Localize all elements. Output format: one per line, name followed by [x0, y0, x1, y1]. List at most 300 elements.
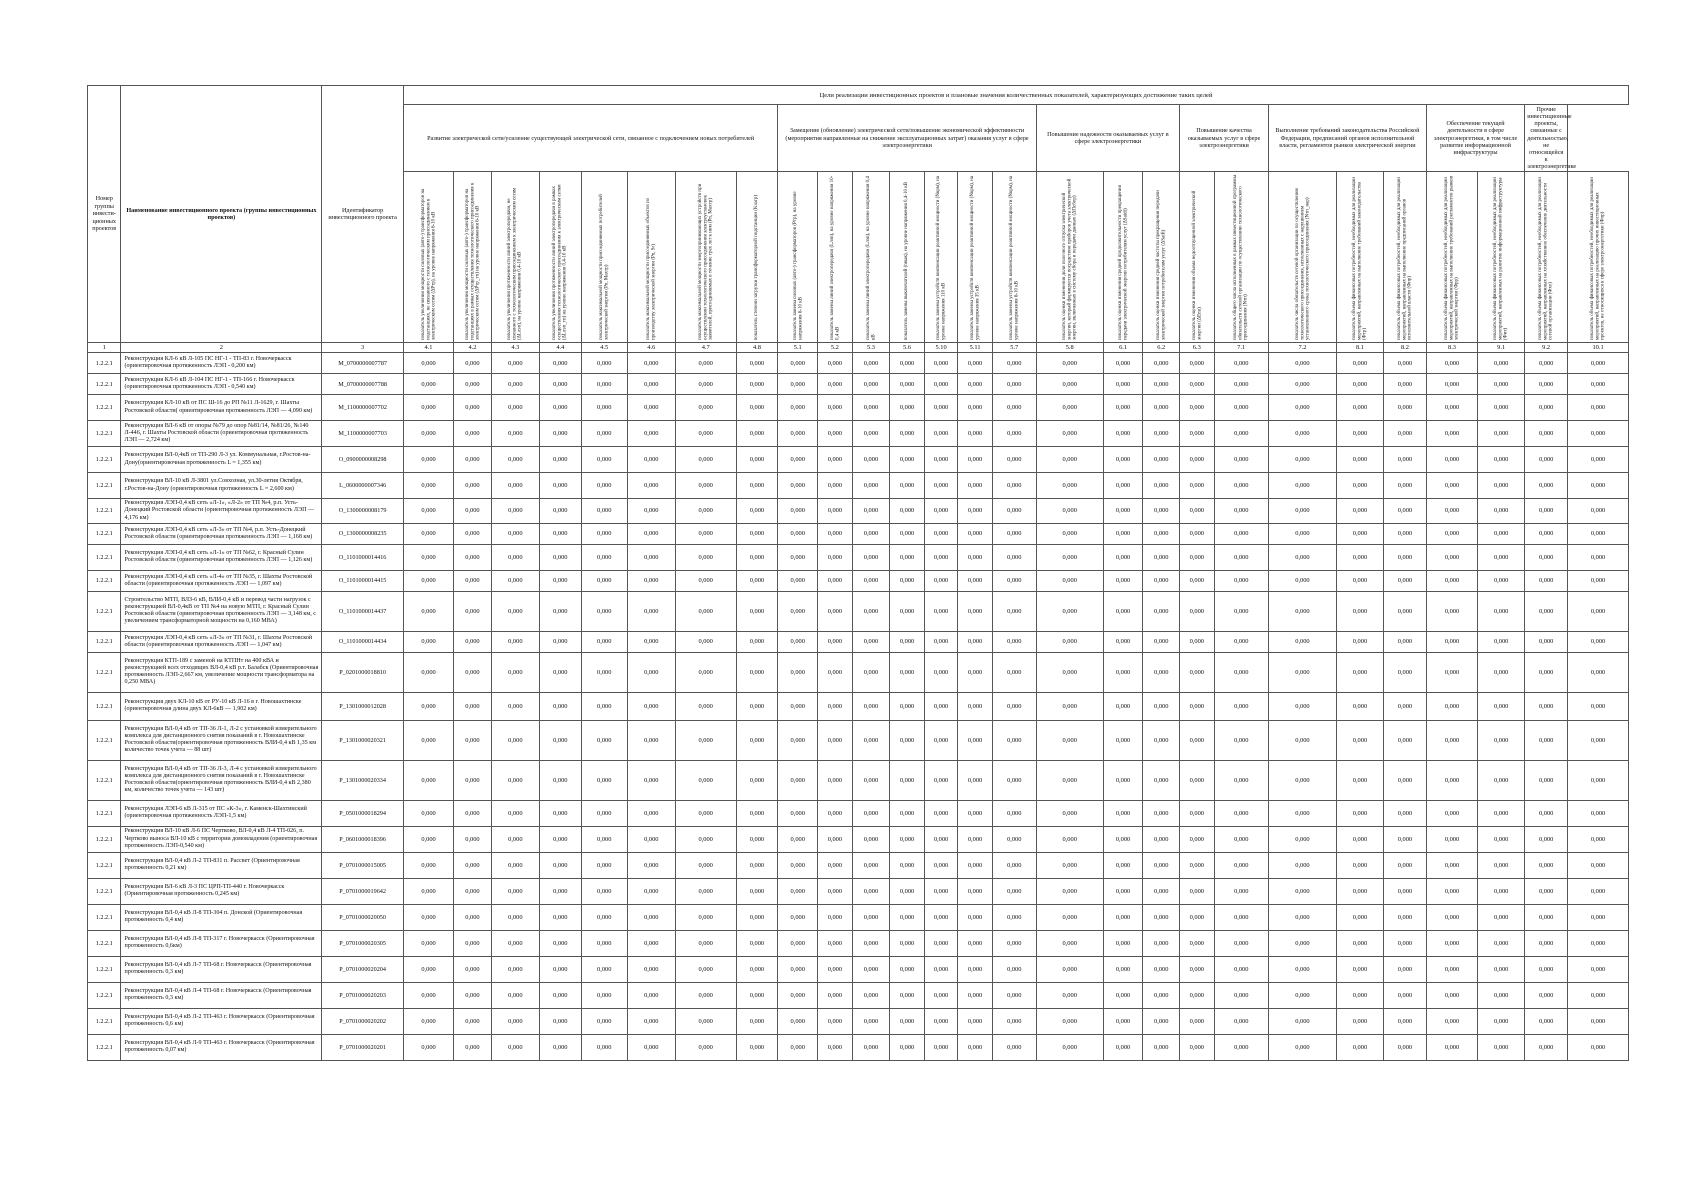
indicator-value-cell: 0,000 [924, 447, 957, 473]
indicator-value-cell: 0,000 [890, 878, 925, 904]
indicator-column-label: показатель увеличения протяженности линий электропередачи в рамках осуществления технологического присоединения к электрическим сетям (ΔLлэп_тп) на уровне напряжения 0,4-10 кВ [552, 184, 568, 341]
indicator-value-cell: 0,000 [1180, 544, 1215, 570]
indicator-value-cell: 0,000 [454, 631, 492, 652]
indicator-value-cell: 0,000 [736, 982, 778, 1008]
indicator-value-cell: 0,000 [924, 692, 957, 720]
indicator-value-cell: 0,000 [1268, 878, 1336, 904]
indicator-value-cell: 0,000 [1143, 421, 1180, 447]
indicator-value-cell: 0,000 [1384, 652, 1427, 692]
indicator-value-cell: 0,000 [1268, 353, 1336, 374]
indicator-value-cell: 0,000 [491, 878, 539, 904]
indicator-value-cell: 0,000 [852, 421, 890, 447]
indicator-value-cell: 0,000 [581, 652, 627, 692]
indicator-value-cell: 0,000 [581, 982, 627, 1008]
indicator-value-cell: 0,000 [1036, 956, 1103, 982]
indicator-value-cell: 0,000 [1143, 720, 1180, 760]
indicator-value-cell: 0,000 [1426, 523, 1477, 544]
indicator-value-cell: 0,000 [736, 591, 778, 631]
indicator-value-cell: 0,000 [581, 499, 627, 524]
indicator-value-cell: 0,000 [1568, 826, 1629, 852]
indicator-value-cell: 0,000 [1384, 499, 1427, 524]
column-number-cell: 6.3 [1180, 343, 1215, 353]
indicator-value-cell: 0,000 [1143, 800, 1180, 826]
indicator-value-cell: 0,000 [675, 982, 736, 1008]
indicator-value-cell: 0,000 [454, 1008, 492, 1034]
indicator-value-cell: 0,000 [1426, 421, 1477, 447]
indicator-value-cell: 0,000 [1336, 1034, 1383, 1060]
indicator-value-cell: 0,000 [1568, 395, 1629, 421]
indicator-value-cell: 0,000 [992, 473, 1036, 499]
indicator-column-label: показатель оценки изменения доли полезного отпуска электрической энергии, который формируется посредством приборов учета электрической энергии, включенных в систему сбора и передачи данных (ΔПсбор) [1061, 178, 1078, 341]
group-number-cell: 1.2.2.1 [88, 544, 121, 570]
indicator-value-cell: 0,000 [1214, 720, 1268, 760]
indicator-value-cell: 0,000 [1268, 982, 1336, 1008]
indicator-value-cell: 0,000 [778, 447, 818, 473]
indicator-value-cell: 0,000 [958, 374, 993, 395]
indicator-value-cell: 0,000 [736, 878, 778, 904]
indicator-column-label: показатель объема финансовых потребностей, необходимых для реализации мероприятий, направленных на выполнение требований регламентов рынков электрической энергии (Фрр) [1444, 175, 1460, 341]
indicator-value-cell: 0,000 [1525, 631, 1568, 652]
indicator-column-label: показатель общего числа исполненных в рамках инвестиционной программы обязательств сетевой организации по осуществлению технологического присоединения (Nтп) [1233, 175, 1249, 341]
indicator-value-cell: 0,000 [852, 473, 890, 499]
indicator-value-cell: 0,000 [890, 1008, 925, 1034]
indicator-column-header [1478, 172, 1525, 343]
column-number-cell: 10.1 [1568, 343, 1629, 353]
project-id-cell: P_1301000020321 [322, 720, 404, 760]
indicator-value-cell: 0,000 [958, 591, 993, 631]
indicator-value-cell: 0,000 [675, 499, 736, 524]
indicator-value-cell: 0,000 [539, 570, 581, 591]
indicator-value-cell: 0,000 [1180, 692, 1215, 720]
indicator-value-cell: 0,000 [992, 374, 1036, 395]
group-number-cell: 1.2.2.1 [88, 826, 121, 852]
indicator-value-cell: 0,000 [958, 544, 993, 570]
indicator-value-cell: 0,000 [581, 1034, 627, 1060]
indicator-value-cell: 0,000 [1478, 591, 1525, 631]
table-row [88, 421, 1629, 447]
indicator-value-cell: 0,000 [1336, 878, 1383, 904]
column-number-cell: 4.7 [675, 343, 736, 353]
indicator-value-cell: 0,000 [675, 473, 736, 499]
column-number-cell: 6.2 [1143, 343, 1180, 353]
indicator-value-cell: 0,000 [1426, 1008, 1477, 1034]
indicator-value-cell: 0,000 [778, 499, 818, 524]
indicator-value-cell: 0,000 [454, 447, 492, 473]
indicator-column-header [736, 172, 778, 343]
indicator-value-cell: 0,000 [1426, 447, 1477, 473]
indicator-value-cell: 0,000 [1478, 760, 1525, 800]
table-row [88, 1034, 1629, 1060]
indicator-value-cell: 0,000 [1525, 1008, 1568, 1034]
indicator-value-cell: 0,000 [1268, 395, 1336, 421]
indicator-column-label: показатель объема финансовых потребностей, необходимых для реализации мероприятий, направленных на хозяйственное обеспечение деятельности сетевой организации (Фхо) [1538, 177, 1554, 341]
indicator-column-label: показатель объема финансовых потребностей, необходимых для реализации мероприятий, направленных на выполнение предписаний органов исполнительной власти (Фпр) [1397, 177, 1413, 341]
indicator-value-cell: 0,000 [778, 760, 818, 800]
indicator-value-cell: 0,000 [675, 852, 736, 878]
indicator-value-cell: 0,000 [1103, 1008, 1143, 1034]
project-name-cell: Реконструкция ЛЭП-0,4 кВ сеть «Л-3» от ТП №31, г. Шахты Ростовской области (ориентировочная протяженность ЛЭП — 1,047 км) [121, 631, 322, 652]
indicator-value-cell: 0,000 [818, 878, 853, 904]
indicator-value-cell: 0,000 [1214, 760, 1268, 800]
indicator-column-label: показатель оценки изменения средней частоты прекращения передачи электрической энергии потребителям услуг (ΔSaifi) [1155, 190, 1167, 341]
indicator-value-cell: 0,000 [1525, 1034, 1568, 1060]
indicator-value-cell: 0,000 [454, 395, 492, 421]
col-project-id-header: Идентификатор инвестиционного проекта [322, 86, 404, 343]
indicator-column-header [1180, 172, 1215, 343]
indicator-value-cell: 0,000 [852, 499, 890, 524]
table-row [88, 956, 1629, 982]
indicator-value-cell: 0,000 [736, 374, 778, 395]
column-number-cell: 5.7 [992, 343, 1036, 353]
indicator-value-cell: 0,000 [1525, 720, 1568, 760]
indicator-value-cell: 0,000 [778, 395, 818, 421]
indicator-value-cell: 0,000 [539, 591, 581, 631]
project-id-cell: O_1101000014434 [322, 631, 404, 652]
project-name-cell: Реконструкция ВЛ-0,4 кВ Л-8 ТП-304 п. Донской (Ориентировочная протяженность 0,4 км) [121, 904, 322, 930]
indicator-value-cell: 0,000 [1143, 904, 1180, 930]
indicator-value-cell: 0,000 [1568, 878, 1629, 904]
project-id-cell: P_1301000012028 [322, 692, 404, 720]
investment-targets-table [87, 85, 1629, 1061]
indicator-value-cell: 0,000 [924, 760, 957, 800]
indicator-value-cell: 0,000 [1336, 930, 1383, 956]
indicator-value-cell: 0,000 [675, 956, 736, 982]
column-number-cell: 5.10 [924, 343, 957, 353]
indicator-column-label: показатель замены силовых (авто-) трансформаторов (Pтр), на уровне напряжения 6-10 кВ [792, 191, 803, 341]
group-number-cell: 1.2.2.1 [88, 956, 121, 982]
indicator-value-cell: 0,000 [1143, 760, 1180, 800]
indicator-value-cell: 0,000 [736, 760, 778, 800]
indicator-value-cell: 0,000 [491, 1008, 539, 1034]
indicator-value-cell: 0,000 [675, 353, 736, 374]
indicator-value-cell: 0,000 [736, 631, 778, 652]
table-row [88, 760, 1629, 800]
indicator-value-cell: 0,000 [1426, 353, 1477, 374]
indicator-value-cell: 0,000 [992, 800, 1036, 826]
indicator-value-cell: 0,000 [1426, 591, 1477, 631]
indicator-value-cell: 0,000 [890, 353, 925, 374]
indicator-value-cell: 0,000 [736, 652, 778, 692]
indicator-value-cell: 0,000 [403, 473, 453, 499]
project-name-cell: Реконструкция ВЛ-0,4 кВ от ТП-36 Л-3, Л-4 с установкой измерительного комплекса для дистанционного снятия показаний в г. Новошахтинске Ростовской области(ориентировочная протяженность ВЛИ-0,4 кВ 2,380 км, количество точек учета — 143 шт) [121, 760, 322, 800]
indicator-value-cell: 0,000 [539, 800, 581, 826]
table-row [88, 800, 1629, 826]
indicator-value-cell: 0,000 [924, 395, 957, 421]
indicator-value-cell: 0,000 [1214, 499, 1268, 524]
table-row [88, 591, 1629, 631]
indicator-value-cell: 0,000 [1525, 421, 1568, 447]
indicator-value-cell: 0,000 [1478, 1008, 1525, 1034]
indicator-value-cell: 0,000 [736, 1034, 778, 1060]
indicator-value-cell: 0,000 [1180, 852, 1215, 878]
indicator-value-cell: 0,000 [1525, 473, 1568, 499]
indicator-value-cell: 0,000 [1268, 631, 1336, 652]
indicator-value-cell: 0,000 [1384, 353, 1427, 374]
indicator-value-cell: 0,000 [454, 570, 492, 591]
indicator-value-cell: 0,000 [491, 353, 539, 374]
indicator-value-cell: 0,000 [1180, 395, 1215, 421]
indicator-value-cell: 0,000 [1268, 523, 1336, 544]
indicator-value-cell: 0,000 [1214, 421, 1268, 447]
indicator-value-cell: 0,000 [852, 956, 890, 982]
indicator-value-cell: 0,000 [491, 982, 539, 1008]
indicator-value-cell: 0,000 [778, 904, 818, 930]
indicator-value-cell: 0,000 [924, 1034, 957, 1060]
indicator-value-cell: 0,000 [1143, 523, 1180, 544]
indicator-value-cell: 0,000 [1036, 800, 1103, 826]
indicator-column-header [1384, 172, 1427, 343]
indicator-value-cell: 0,000 [675, 447, 736, 473]
indicator-value-cell: 0,000 [958, 652, 993, 692]
indicator-value-cell: 0,000 [818, 544, 853, 570]
project-name-cell: Реконструкция КТП-189 с заменой на КТПНт на 400 кВА и реконструкцией всех отходящих ВЛ-0,4 кВ р.т. Балабск (Ориентировочная протяженность ЛЭП-2,667 км, увеличение мощности трансформатора на 0,250 МВА) [121, 652, 322, 692]
indicator-value-cell: 0,000 [1036, 760, 1103, 800]
indicator-value-cell: 0,000 [627, 523, 675, 544]
indicator-value-cell: 0,000 [852, 523, 890, 544]
indicator-value-cell: 0,000 [1036, 982, 1103, 1008]
indicator-value-cell: 0,000 [1384, 826, 1427, 852]
indicator-value-cell: 0,000 [491, 591, 539, 631]
indicator-value-cell: 0,000 [1384, 760, 1427, 800]
project-name-cell: Строительство МТП, ВЛЗ-6 кВ, ВЛИ-0,4 кВ и перевод части нагрузок с реконструкцией ВЛ-0,4кВ от ТП №4 на новую МТП, г. Красный Сулин Ростовской области (ориентировочная протяженность ЛЭП — 3,148 км, с увеличением трансформаторной мощности на 0,160 МВА) [121, 591, 322, 631]
indicator-value-cell: 0,000 [852, 447, 890, 473]
indicator-value-cell: 0,000 [818, 591, 853, 631]
indicator-value-cell: 0,000 [890, 692, 925, 720]
indicator-value-cell: 0,000 [852, 800, 890, 826]
indicator-value-cell: 0,000 [1525, 395, 1568, 421]
indicator-value-cell: 0,000 [958, 523, 993, 544]
indicator-value-cell: 0,000 [1568, 930, 1629, 956]
indicator-value-cell: 0,000 [1268, 544, 1336, 570]
column-number-cell: 4.8 [736, 343, 778, 353]
indicator-value-cell: 0,000 [539, 421, 581, 447]
indicator-value-cell: 0,000 [1180, 353, 1215, 374]
project-name-cell: Реконструкция ЛЭП-6 кВ Л-315 от ПС «К-3», г. Каменск-Шахтинский (ориентировочная протяженность ЛЭП-1,5 км) [121, 800, 322, 826]
indicator-value-cell: 0,000 [992, 878, 1036, 904]
indicator-value-cell: 0,000 [890, 421, 925, 447]
indicator-value-cell: 0,000 [675, 652, 736, 692]
indicator-value-cell: 0,000 [852, 374, 890, 395]
indicator-value-cell: 0,000 [818, 956, 853, 982]
group-number-cell: 1.2.2.1 [88, 800, 121, 826]
indicator-value-cell: 0,000 [1268, 852, 1336, 878]
table-row [88, 878, 1629, 904]
indicator-value-cell: 0,000 [958, 473, 993, 499]
indicator-value-cell: 0,000 [403, 374, 453, 395]
indicator-value-cell: 0,000 [403, 878, 453, 904]
indicator-value-cell: 0,000 [627, 982, 675, 1008]
indicator-value-cell: 0,000 [1336, 544, 1383, 570]
indicator-value-cell: 0,000 [818, 692, 853, 720]
indicator-value-cell: 0,000 [1036, 523, 1103, 544]
indicator-value-cell: 0,000 [1426, 1034, 1477, 1060]
indicator-value-cell: 0,000 [736, 852, 778, 878]
column-number-cell: 1 [88, 343, 121, 353]
indicator-value-cell: 0,000 [958, 499, 993, 524]
indicator-value-cell: 0,000 [403, 826, 453, 852]
table-row [88, 523, 1629, 544]
indicator-column-label: показатель увеличения мощности силовых (авто-) трансформаторов на подстанциях, не связанного с технологическим присоединением к электрическим сетям (ΔPтр), на уровне напряжения 6-10 кВ [420, 188, 437, 341]
indicator-value-cell: 0,000 [1036, 473, 1103, 499]
project-id-cell: O_1300000008235 [322, 523, 404, 544]
indicator-value-cell: 0,000 [1103, 374, 1143, 395]
table-row [88, 930, 1629, 956]
indicator-value-cell: 0,000 [1143, 374, 1180, 395]
indicator-column-label: показатель увеличения протяженности линий электропередачи, не связанного с технологическим присоединением к электрическим сетям (ΔLлэп), на уровне напряжения 0,4-10 кВ [507, 188, 523, 341]
indicator-value-cell: 0,000 [403, 652, 453, 692]
indicator-value-cell: 0,000 [539, 395, 581, 421]
indicator-value-cell: 0,000 [1426, 499, 1477, 524]
indicator-value-cell: 0,000 [778, 421, 818, 447]
project-id-cell: P_1301000020334 [322, 760, 404, 800]
project-id-cell: P_0701000015005 [322, 852, 404, 878]
indicator-value-cell: 0,000 [491, 692, 539, 720]
indicator-value-cell: 0,000 [1426, 544, 1477, 570]
indicator-value-cell: 0,000 [627, 720, 675, 760]
indicator-value-cell: 0,000 [736, 956, 778, 982]
indicator-value-cell: 0,000 [454, 956, 492, 982]
indicator-value-cell: 0,000 [1478, 930, 1525, 956]
indicator-value-cell: 0,000 [958, 692, 993, 720]
indicator-value-cell: 0,000 [1384, 692, 1427, 720]
group-number-cell: 1.2.2.1 [88, 930, 121, 956]
indicator-value-cell: 0,000 [675, 591, 736, 631]
indicator-value-cell: 0,000 [627, 826, 675, 852]
indicator-value-cell: 0,000 [1268, 570, 1336, 591]
indicator-value-cell: 0,000 [1478, 353, 1525, 374]
indicator-value-cell: 0,000 [778, 570, 818, 591]
indicator-value-cell: 0,000 [1336, 720, 1383, 760]
indicator-value-cell: 0,000 [1143, 591, 1180, 631]
group-number-cell: 1.2.2.1 [88, 852, 121, 878]
indicator-value-cell: 0,000 [1478, 826, 1525, 852]
table-row [88, 499, 1629, 524]
indicator-value-cell: 0,000 [992, 395, 1036, 421]
project-id-cell: O_1101000014415 [322, 570, 404, 591]
indicator-value-cell: 0,000 [581, 353, 627, 374]
indicator-value-cell: 0,000 [852, 353, 890, 374]
indicator-value-cell: 0,000 [778, 852, 818, 878]
indicator-value-cell: 0,000 [491, 374, 539, 395]
indicator-column-header [818, 172, 853, 343]
project-id-cell: O_1101000014416 [322, 544, 404, 570]
column-number-cell: 4.2 [454, 343, 492, 353]
indicator-value-cell: 0,000 [454, 800, 492, 826]
indicator-value-cell: 0,000 [1103, 523, 1143, 544]
indicator-value-cell: 0,000 [958, 982, 993, 1008]
indicator-value-cell: 0,000 [818, 353, 853, 374]
indicator-value-cell: 0,000 [890, 956, 925, 982]
indicator-value-cell: 0,000 [992, 720, 1036, 760]
indicator-value-cell: 0,000 [924, 930, 957, 956]
indicator-column-header [1103, 172, 1143, 343]
indicator-value-cell: 0,000 [454, 692, 492, 720]
indicator-value-cell: 0,000 [403, 760, 453, 800]
indicator-value-cell: 0,000 [403, 800, 453, 826]
indicator-value-cell: 0,000 [924, 544, 957, 570]
indicator-value-cell: 0,000 [1214, 692, 1268, 720]
indicator-value-cell: 0,000 [1525, 374, 1568, 395]
indicator-value-cell: 0,000 [1214, 374, 1268, 395]
indicator-value-cell: 0,000 [1336, 760, 1383, 800]
project-id-cell: P_0501000018294 [322, 800, 404, 826]
indicator-column-label: показатель замены устройств компенсации реактивной мощности (Nкрм), на уровне напряжения 110 кВ [935, 176, 947, 341]
indicator-value-cell: 0,000 [778, 826, 818, 852]
column-number-cell: 5.6 [890, 343, 925, 353]
indicator-value-cell: 0,000 [890, 395, 925, 421]
indicator-column-label: показатель замены устройств компенсации реактивной мощности (Nкрм), на уровне напряжения 35 кВ [969, 176, 981, 341]
indicator-value-cell: 0,000 [1426, 800, 1477, 826]
indicator-value-cell: 0,000 [627, 353, 675, 374]
indicator-value-cell: 0,000 [1268, 956, 1336, 982]
indicator-value-cell: 0,000 [818, 800, 853, 826]
indicator-value-cell: 0,000 [1214, 395, 1268, 421]
indicator-value-cell: 0,000 [1384, 374, 1427, 395]
indicator-value-cell: 0,000 [852, 852, 890, 878]
indicator-value-cell: 0,000 [1426, 904, 1477, 930]
indicator-value-cell: 0,000 [958, 631, 993, 652]
indicator-value-cell: 0,000 [627, 652, 675, 692]
indicator-value-cell: 0,000 [1478, 852, 1525, 878]
indicator-value-cell: 0,000 [778, 692, 818, 720]
indicator-value-cell: 0,000 [1143, 652, 1180, 692]
indicator-value-cell: 0,000 [627, 591, 675, 631]
table-row [88, 395, 1629, 421]
indicator-value-cell: 0,000 [1103, 878, 1143, 904]
indicator-value-cell: 0,000 [627, 904, 675, 930]
indicator-value-cell: 0,000 [818, 904, 853, 930]
project-id-cell: P_0601000018396 [322, 826, 404, 852]
column-number-cell: 4.3 [491, 343, 539, 353]
indicator-value-cell: 0,000 [958, 353, 993, 374]
indicator-value-cell: 0,000 [1478, 499, 1525, 524]
indicator-value-cell: 0,000 [491, 652, 539, 692]
indicator-value-cell: 0,000 [675, 720, 736, 760]
indicator-value-cell: 0,000 [1568, 499, 1629, 524]
indicator-value-cell: 0,000 [539, 1008, 581, 1034]
indicator-value-cell: 0,000 [924, 720, 957, 760]
indicator-value-cell: 0,000 [1103, 353, 1143, 374]
group-reliability-header: Повышение надежности оказываемых услуг в сфере электроэнергетики [1036, 105, 1179, 172]
indicator-column-label: показатель замены устройств компенсации реактивной мощности (Nкрм), на уровне напряжения 6-10 кВ [1009, 176, 1020, 341]
targets-header: Цели реализации инвестиционных проектов и плановые значения количественных показателей, характеризующих достижение таких целей [403, 86, 1628, 105]
indicator-value-cell: 0,000 [992, 826, 1036, 852]
indicator-value-cell: 0,000 [890, 852, 925, 878]
indicator-value-cell: 0,000 [1426, 930, 1477, 956]
indicator-value-cell: 0,000 [1426, 956, 1477, 982]
indicator-value-cell: 0,000 [675, 421, 736, 447]
indicator-value-cell: 0,000 [736, 930, 778, 956]
indicator-value-cell: 0,000 [1568, 1008, 1629, 1034]
indicator-value-cell: 0,000 [539, 760, 581, 800]
group-current-activity-header: Обеспечение текущей деятельности в сфере электроэнергетики, в том числе развитие информационной инфраструктуры [1426, 105, 1524, 172]
indicator-value-cell: 0,000 [992, 570, 1036, 591]
indicator-value-cell: 0,000 [491, 760, 539, 800]
indicator-value-cell: 0,000 [1036, 544, 1103, 570]
indicator-value-cell: 0,000 [1180, 1008, 1215, 1034]
indicator-value-cell: 0,000 [1568, 473, 1629, 499]
table-row [88, 631, 1629, 652]
indicator-value-cell: 0,000 [1036, 878, 1103, 904]
indicator-value-cell: 0,000 [1336, 652, 1383, 692]
indicator-value-cell: 0,000 [890, 982, 925, 1008]
indicator-column-header [675, 172, 736, 343]
indicator-value-cell: 0,000 [890, 544, 925, 570]
indicator-value-cell: 0,000 [675, 631, 736, 652]
indicator-value-cell: 0,000 [1214, 523, 1268, 544]
indicator-value-cell: 0,000 [627, 1034, 675, 1060]
indicator-value-cell: 0,000 [627, 1008, 675, 1034]
